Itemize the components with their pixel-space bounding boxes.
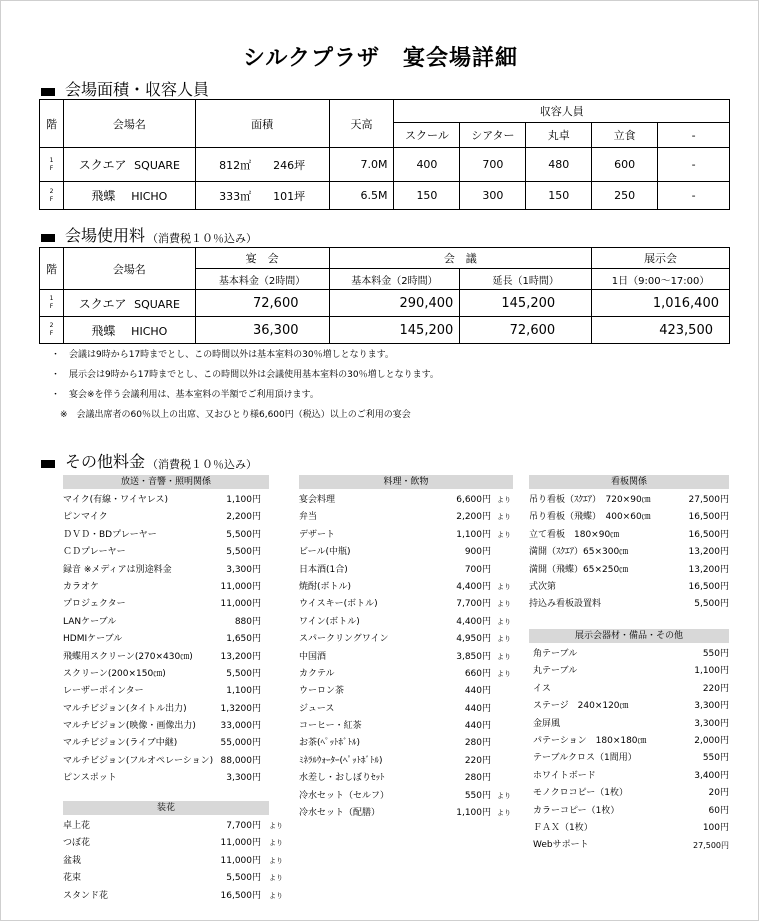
standing-cell: 250 — [592, 182, 658, 210]
header-exhibition: 展示会 — [592, 248, 730, 269]
flowers-header: 装花 — [63, 801, 269, 815]
from-suffix: より — [269, 874, 283, 883]
item-name: 式次第 — [529, 581, 557, 592]
item-name: プロジェクター — [63, 599, 126, 610]
item-price: 440円 — [464, 703, 491, 714]
item-name: ＦＡＸ（1枚） — [533, 822, 593, 833]
item-name: スタンド花 — [63, 890, 109, 901]
item-price: 11,000円 — [220, 599, 261, 610]
item-name: 花束 — [63, 873, 82, 884]
item-price: 5,500円 — [226, 547, 261, 558]
price-row — [299, 718, 513, 735]
item-price: 11,000円 — [220, 855, 261, 866]
header-area: 面積 — [195, 100, 329, 148]
item-name: 盆栽 — [63, 855, 82, 866]
item-name: お茶(ﾍﾟｯﾄﾎﾞﾄﾙ) — [299, 738, 361, 749]
item-name: 角テーブル — [533, 649, 578, 659]
fee-notes — [51, 345, 439, 425]
price-row — [299, 544, 513, 561]
price-row — [299, 562, 513, 579]
price-row — [529, 663, 729, 680]
floor-cell: 2 F — [40, 317, 64, 344]
extension-fee-cell: 72,600 — [460, 317, 592, 344]
header-venue: 会場名 — [63, 100, 195, 148]
item-name: マイク(有線・ワイヤレス) — [63, 495, 169, 505]
price-row — [299, 753, 513, 770]
price-row — [299, 492, 513, 509]
from-suffix: より — [497, 809, 511, 818]
from-suffix: より — [497, 791, 511, 800]
price-row — [299, 788, 513, 805]
item-price: 33,000円 — [220, 721, 261, 732]
item-price: 7,700円 — [456, 599, 491, 610]
capacity-table — [39, 99, 730, 210]
item-price: 11,000円 — [220, 581, 261, 592]
price-row — [63, 509, 269, 526]
av-price-list — [63, 475, 269, 788]
item-name: 吊り看板（飛蝶） 400×60㎝ — [529, 512, 651, 523]
round-cell: 480 — [526, 148, 592, 182]
section-title: その他料金 — [65, 452, 146, 471]
item-name: ピンスポット — [63, 773, 117, 784]
item-price: 16,500円 — [688, 581, 729, 592]
item-name: ビール(中瓶) — [299, 547, 351, 558]
item-name: カラオケ — [63, 581, 99, 592]
item-price: 3,850円 — [456, 651, 491, 662]
item-price: 1,650円 — [226, 634, 261, 645]
item-price: 13,200円 — [688, 547, 729, 558]
item-price: 220円 — [464, 755, 491, 766]
equipment-price-list — [529, 629, 729, 855]
item-name: 録音 ※メディアは別途料金 — [63, 564, 172, 575]
price-row — [299, 509, 513, 526]
item-name: ワイン(ボトル) — [299, 616, 360, 627]
header-standing: 立食 — [592, 123, 658, 148]
ceiling-cell: 7.0M — [329, 148, 394, 182]
flowers-price-list — [63, 801, 283, 905]
from-suffix: より — [497, 582, 511, 591]
price-row — [529, 820, 729, 837]
item-price: 550円 — [702, 753, 729, 764]
item-price: 280円 — [464, 773, 491, 784]
item-name: イス — [533, 683, 551, 694]
item-price: 1,100円 — [694, 666, 729, 677]
other-cell: - — [658, 182, 730, 210]
header-banquet: 宴 会 — [195, 248, 329, 269]
price-row — [63, 666, 269, 683]
item-price: 1,100円 — [456, 808, 491, 819]
item-name: 日本酒(1合) — [299, 564, 348, 575]
price-row — [299, 579, 513, 596]
section-other-heading — [41, 449, 257, 472]
price-row — [63, 853, 283, 870]
price-row — [299, 527, 513, 544]
item-name: マルチビジョン(映像・画像出力) — [63, 721, 196, 732]
area-cell: 333㎡ 101坪 — [195, 182, 329, 210]
item-name: モノクロコピー（1枚） — [533, 788, 629, 799]
from-suffix: より — [269, 839, 283, 848]
price-row — [299, 649, 513, 666]
price-row — [529, 509, 729, 526]
item-name: ピンマイク — [63, 512, 108, 523]
table-row — [40, 317, 730, 344]
item-price: 13,200円 — [688, 564, 729, 575]
item-name: Webサポート — [533, 840, 589, 851]
header-meeting-base: 基本料金（2時間） — [329, 269, 460, 290]
from-suffix: より — [497, 652, 511, 661]
item-name: スパークリングワイン — [299, 634, 389, 645]
price-row — [63, 888, 283, 905]
item-name: 立て看板 180×90㎝ — [529, 529, 620, 540]
price-row — [529, 596, 729, 613]
item-name: 弁当 — [299, 512, 318, 523]
item-name: カラーコピー（1枚） — [533, 805, 620, 816]
table-row — [40, 290, 730, 317]
price-row — [529, 562, 729, 579]
header-floor: 階 — [40, 100, 64, 148]
price-row — [529, 646, 729, 663]
price-row — [63, 649, 269, 666]
item-price: 4,950円 — [456, 634, 491, 645]
from-suffix: より — [497, 635, 511, 644]
section-capacity-heading — [41, 77, 209, 100]
page-title: シルクプラザ 宴会場詳細 — [242, 46, 518, 71]
floor-cell: 2 F — [40, 182, 64, 210]
item-price: 440円 — [464, 686, 491, 697]
from-suffix: より — [269, 891, 283, 900]
bullet-square-icon — [41, 88, 55, 96]
item-name: カクテル — [299, 668, 335, 679]
price-row — [299, 596, 513, 613]
tax-note: （消費税１０％込み） — [147, 458, 258, 471]
food-price-list — [299, 475, 513, 822]
from-suffix: より — [497, 617, 511, 626]
item-price: 27,500円 — [693, 841, 729, 851]
item-name: LANケーブル — [63, 616, 117, 627]
area-cell: 812㎡ 246坪 — [195, 148, 329, 182]
bullet-square-icon — [41, 234, 55, 242]
price-row — [63, 818, 283, 835]
from-suffix: より — [497, 600, 511, 609]
section-fees-heading — [41, 223, 257, 246]
standing-cell: 600 — [592, 148, 658, 182]
item-name: マルチビジョン(タイトル出力) — [63, 703, 187, 714]
header-other: - — [658, 123, 730, 148]
item-name: 中国酒 — [299, 651, 327, 662]
floor-cell: 1 F — [40, 148, 64, 182]
item-name: 満開（飛蝶）65×250㎝ — [529, 564, 629, 575]
header-ceiling: 天高 — [329, 100, 394, 148]
item-name: ウイスキー(ボトル) — [299, 599, 378, 610]
price-row — [63, 718, 269, 735]
banquet-fee-cell: 36,300 — [195, 317, 329, 344]
item-price: 100円 — [702, 822, 729, 833]
item-name: 満開（ｽｸｴｱ）65×300㎝ — [529, 547, 629, 558]
price-row — [299, 614, 513, 631]
section-title: 会場使用料 — [65, 226, 146, 245]
banquet-fee-cell: 72,600 — [195, 290, 329, 317]
theater-cell: 700 — [460, 148, 526, 182]
venue-cell: 飛蝶 HICHO — [63, 317, 195, 344]
item-price: 2,200円 — [226, 512, 261, 523]
item-name: レーザーポインター — [63, 686, 144, 697]
item-price: 880円 — [234, 616, 261, 627]
item-name: ホワイトボード — [533, 770, 596, 781]
item-price: 660円 — [464, 668, 491, 679]
item-price: 3,300円 — [694, 701, 729, 712]
item-name: 宴会料理 — [299, 495, 336, 505]
fees-table — [39, 247, 730, 344]
price-row — [529, 716, 729, 733]
price-row — [63, 614, 269, 631]
item-name: 焼酎(ボトル) — [299, 581, 352, 592]
av-header: 放送・音響・照明関係 — [63, 475, 269, 489]
price-row — [529, 681, 729, 698]
price-row — [63, 770, 269, 787]
header-school: スクール — [394, 123, 460, 148]
from-suffix: より — [497, 669, 511, 678]
price-row — [299, 805, 513, 822]
theater-cell: 300 — [460, 182, 526, 210]
item-price: 7,700円 — [226, 821, 261, 831]
header-round: 丸卓 — [526, 123, 592, 148]
signs-price-list — [529, 475, 729, 614]
table-row — [40, 182, 730, 210]
section-title: 会場面積・収容人員 — [65, 80, 210, 99]
header-theater: シアター — [460, 123, 526, 148]
price-row — [299, 631, 513, 648]
price-row — [529, 785, 729, 802]
header-venue: 会場名 — [63, 248, 195, 290]
bullet-square-icon — [41, 460, 55, 468]
item-price: 16,500円 — [688, 529, 729, 540]
item-price: 16,500円 — [688, 512, 729, 523]
price-row — [299, 683, 513, 700]
price-row — [529, 527, 729, 544]
item-name: HDMIケーブル — [63, 634, 123, 645]
item-price: 220円 — [702, 683, 729, 694]
item-price: 1,100円 — [456, 529, 491, 540]
item-name: スクリーン(200×150㎝) — [63, 668, 166, 679]
note-line: ・ 会議は9時から17時までとし、この時間以外は基本室料の30％増しとなります。 — [51, 350, 394, 360]
price-row — [63, 735, 269, 752]
price-row — [63, 870, 283, 887]
item-name: ジュース — [299, 703, 335, 714]
food-header: 料理・飲物 — [299, 475, 513, 489]
price-row — [529, 492, 729, 509]
header-exhibition-day: 1日（9:00～17:00） — [592, 269, 730, 290]
price-row — [63, 701, 269, 718]
venue-cell: スクエア SQUARE — [63, 148, 195, 182]
price-row — [63, 683, 269, 700]
item-price: 1,100円 — [226, 495, 261, 505]
floor-cell: 1 F — [40, 290, 64, 317]
item-price: 4,400円 — [456, 616, 491, 627]
item-price: 2,000円 — [694, 735, 729, 746]
other-cell: - — [658, 148, 730, 182]
header-meeting-ext: 延長（1時間） — [460, 269, 592, 290]
item-price: 1,100円 — [226, 686, 261, 697]
price-row — [299, 735, 513, 752]
item-price: 5,500円 — [226, 668, 261, 679]
item-price: 550円 — [464, 790, 491, 801]
item-price: 3,300円 — [226, 773, 261, 784]
price-row — [63, 579, 269, 596]
item-price: 2,200円 — [456, 512, 491, 523]
item-price: 27,500円 — [688, 495, 729, 505]
item-name: 飛蝶用スクリーン(270×430㎝) — [63, 651, 193, 662]
price-row — [529, 544, 729, 561]
item-name: ウーロン茶 — [299, 686, 345, 697]
price-row — [529, 750, 729, 767]
item-price: 5,500円 — [226, 873, 261, 884]
item-price: 1,3200円 — [220, 703, 261, 714]
meeting-fee-cell: 145,200 — [329, 317, 460, 344]
item-name: テーブルクロス（1間用） — [533, 753, 637, 764]
item-name: マルチビジョン(ライブ中継) — [63, 738, 178, 749]
item-price: 4,400円 — [456, 581, 491, 592]
item-price: 5,500円 — [694, 599, 729, 610]
signs-header: 看板関係 — [529, 475, 729, 489]
item-price: 13,200円 — [220, 651, 261, 662]
extension-fee-cell: 145,200 — [460, 290, 592, 317]
price-row — [63, 631, 269, 648]
item-name: コーヒー・紅茶 — [299, 721, 362, 732]
item-name: 持込み看板設置料 — [529, 599, 602, 610]
venue-cell: 飛蝶 HICHO — [63, 182, 195, 210]
item-name: マルチビジョン(フルオペレーション) — [63, 755, 214, 766]
from-suffix: より — [497, 530, 511, 539]
header-capacity: 収容人員 — [394, 100, 730, 123]
price-row — [529, 803, 729, 820]
from-suffix: より — [269, 856, 283, 865]
note-line: ・ 宴会※を伴う会議利用は、基本室料の半額でご利用頂けます。 — [51, 390, 319, 400]
item-name: 冷水セット（セルフ） — [299, 790, 390, 801]
item-price: 6,600円 — [456, 495, 491, 505]
price-row — [529, 837, 729, 854]
from-suffix: より — [269, 822, 283, 830]
price-row — [299, 666, 513, 683]
item-name: 金屏風 — [533, 718, 561, 729]
note-line: ※ 会議出席者の60％以上の出席、又おひとり様6,600円（税込）以上のご利用の宴会 — [51, 410, 411, 420]
item-price: 550円 — [702, 649, 729, 659]
item-name: 水差し・おしぼりｾｯﾄ — [299, 773, 385, 784]
table-row — [40, 148, 730, 182]
item-name: 丸テーブル — [533, 666, 578, 677]
item-price: 20円 — [708, 788, 729, 799]
price-row — [63, 596, 269, 613]
price-row — [63, 527, 269, 544]
meeting-fee-cell: 290,400 — [329, 290, 460, 317]
item-price: 88,000円 — [220, 755, 261, 766]
header-floor: 階 — [40, 248, 64, 290]
exhibition-fee-cell: 423,500 — [592, 317, 730, 344]
from-suffix: より — [497, 496, 511, 504]
price-row — [63, 562, 269, 579]
item-name: 卓上花 — [63, 821, 91, 831]
item-name: ＤＶＤ・BDプレーヤー — [63, 529, 157, 540]
equipment-header: 展示会器材・備品・その他 — [529, 629, 729, 643]
price-row — [63, 544, 269, 561]
school-cell: 400 — [394, 148, 460, 182]
venue-cell: スクエア SQUARE — [63, 290, 195, 317]
item-name: 冷水セット（配膳） — [299, 808, 381, 819]
item-name: つぼ花 — [63, 838, 91, 849]
school-cell: 150 — [394, 182, 460, 210]
item-price: 5,500円 — [226, 529, 261, 540]
item-name: ﾐﾈﾗﾙｳｫｰﾀｰ(ﾍﾟｯﾄﾎﾞﾄﾙ) — [299, 755, 383, 766]
item-price: 700円 — [464, 564, 491, 575]
item-price: 11,000円 — [220, 838, 261, 849]
price-row — [63, 753, 269, 770]
price-row — [529, 733, 729, 750]
from-suffix: より — [497, 513, 511, 522]
item-price: 3,300円 — [226, 564, 261, 575]
item-price: 3,400円 — [694, 770, 729, 781]
price-row — [299, 701, 513, 718]
price-row — [529, 698, 729, 715]
tax-note: （消費税１０％込み） — [147, 232, 258, 245]
note-line: ・ 展示会は9時から17時までとし、この時間以外は会議使用基本室料の30％増しとなります。 — [51, 370, 439, 380]
price-row — [63, 835, 283, 852]
item-name: ＣＤプレーヤー — [63, 547, 126, 558]
item-price: 60円 — [708, 805, 729, 816]
round-cell: 150 — [526, 182, 592, 210]
item-price: 900円 — [464, 547, 491, 558]
item-name: ステージ 240×120㎝ — [533, 701, 629, 712]
header-banquet-base: 基本料金（2時間） — [195, 269, 329, 290]
item-price: 16,500円 — [220, 890, 261, 901]
exhibition-fee-cell: 1,016,400 — [592, 290, 730, 317]
price-row — [299, 770, 513, 787]
ceiling-cell: 6.5M — [329, 182, 394, 210]
item-price: 440円 — [464, 721, 491, 732]
item-price: 55,000円 — [220, 738, 261, 749]
item-name: パテーション 180×180㎝ — [533, 735, 647, 746]
item-price: 280円 — [464, 738, 491, 749]
item-price: 3,300円 — [694, 718, 729, 729]
price-row — [63, 492, 269, 509]
header-meeting: 会 議 — [329, 248, 592, 269]
item-name: 吊り看板（ｽｸｴｱ） 720×90㎝ — [529, 495, 651, 505]
price-row — [529, 579, 729, 596]
price-row — [529, 768, 729, 785]
item-name: デザート — [299, 529, 336, 540]
